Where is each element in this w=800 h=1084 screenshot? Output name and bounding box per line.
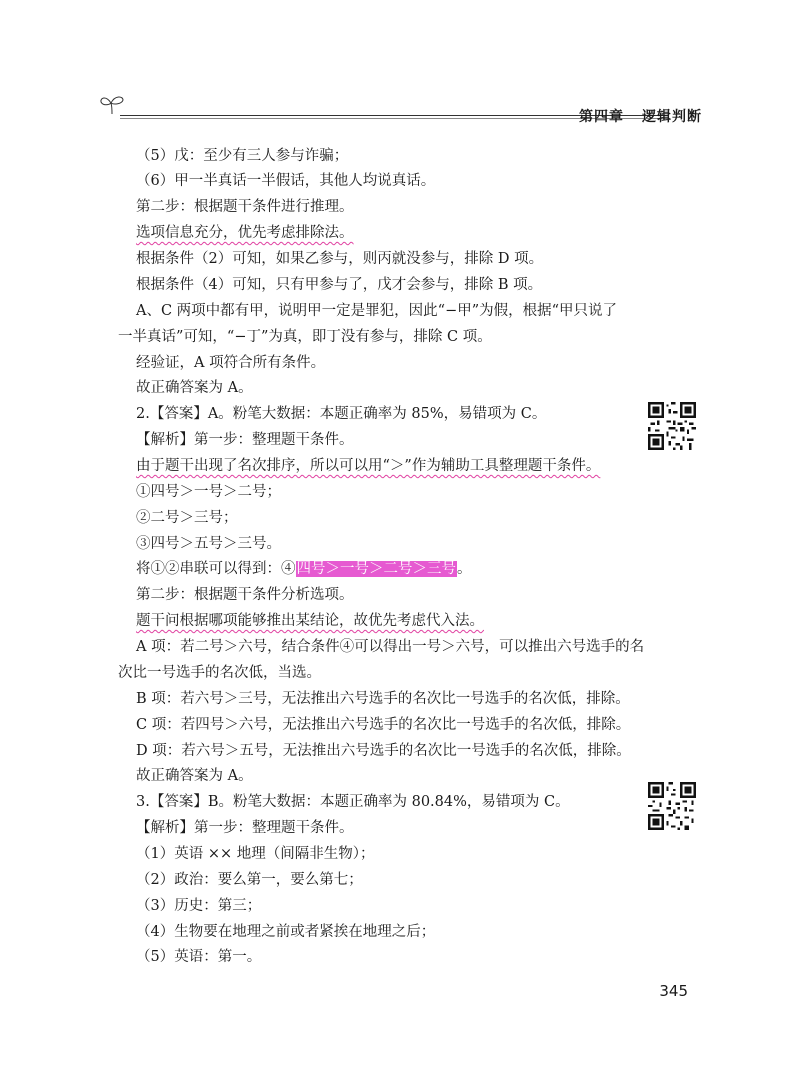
underlined-tip: 题干问根据哪项能够推出某结论，故优先考虑代入法。 (136, 613, 484, 629)
text-line: A、C 两项中都有甲，说明甲一定是罪犯，因此“−甲”为假，根据“甲只说了 (136, 303, 618, 319)
underlined-tip: 由于题干出现了名次排序，所以可以用“＞”作为辅助工具整理题干条件。 (136, 458, 601, 474)
text-line: D 项：若六号＞五号，无法推出六号选手的名次比一号选手的名次低，排除。 (136, 743, 631, 759)
answer-line: 2.【答案】A。粉笔大数据：本题正确率为 85%，易错项为 C。 (136, 406, 547, 422)
text-line: （3）历史：第三； (136, 898, 262, 914)
text-line: C 项：若四号＞六号，无法推出六号选手的名次比一号选手的名次低，排除。 (136, 717, 631, 733)
text-line: ③四号＞五号＞三号。 (136, 536, 281, 552)
text-line: ①四号＞一号＞二号； (136, 484, 281, 500)
text-line: 第二步：根据题干条件分析选项。 (136, 587, 354, 603)
text-line: 经验证，A 项符合所有条件。 (136, 355, 326, 371)
chapter-number: 第四章 (579, 109, 624, 125)
text-line: 故正确答案为 A。 (136, 380, 253, 396)
answer-line: 3.【答案】B。粉笔大数据：本题正确率为 80.84%，易错项为 C。 (136, 794, 570, 810)
text-line: （5）戊：至少有三人参与诈骗； (136, 148, 349, 164)
text-line: （1）英语 ×× 地理（间隔非生物）； (136, 846, 375, 862)
text-line: A 项：若二号＞六号，结合条件④可以得出一号＞六号，可以推出六号选手的名 (136, 639, 645, 655)
analysis-line: 【解析】第一步：整理题干条件。 (136, 820, 354, 836)
text-line: 根据条件（4）可知，只有甲参与了，戊才会参与，排除 B 项。 (136, 277, 543, 293)
text-line: 根据条件（2）可知，如果乙参与，则丙就没参与，排除 D 项。 (136, 251, 544, 267)
qr-code-icon[interactable] (648, 402, 696, 450)
text-line: ②二号＞三号； (136, 510, 238, 526)
text-segment: 将①②串联可以得到：④ (136, 561, 296, 577)
text-line: 次比一号选手的名次低，当选。 (118, 665, 321, 681)
page-header (98, 92, 702, 128)
text-line: （5）英语：第一。 (136, 949, 262, 965)
page-number: 345 (659, 982, 688, 1000)
sprout-icon (98, 92, 128, 116)
qr-code-icon[interactable] (648, 782, 696, 830)
text-line: （2）政治：要么第一，要么第七； (136, 872, 363, 888)
text-line (136, 559, 472, 579)
section-title: 逻辑判断 (642, 109, 702, 125)
underlined-tip: 选项信息充分，优先考虑排除法。 (136, 225, 354, 241)
text-line: B 项：若六号＞三号，无法推出六号选手的名次比一号选手的名次低，排除。 (136, 691, 630, 707)
highlighted-conclusion: 四号＞一号＞二号＞三号 (296, 561, 456, 577)
analysis-line: 【解析】第一步：整理题干条件。 (136, 432, 354, 448)
text-line: （4）生物要在地理之前或者紧挨在地理之后； (136, 924, 436, 940)
text-line: 故正确答案为 A。 (136, 768, 253, 784)
text-line: （6）甲一半真话一半假话，其他人均说真话。 (136, 173, 436, 189)
chapter-title (579, 106, 702, 126)
text-line: 一半真话”可知，“−丁”为真，即丁没有参与，排除 C 项。 (118, 329, 492, 345)
text-line: 第二步：根据题干条件进行推理。 (136, 199, 354, 215)
text-segment: 。 (457, 561, 472, 577)
